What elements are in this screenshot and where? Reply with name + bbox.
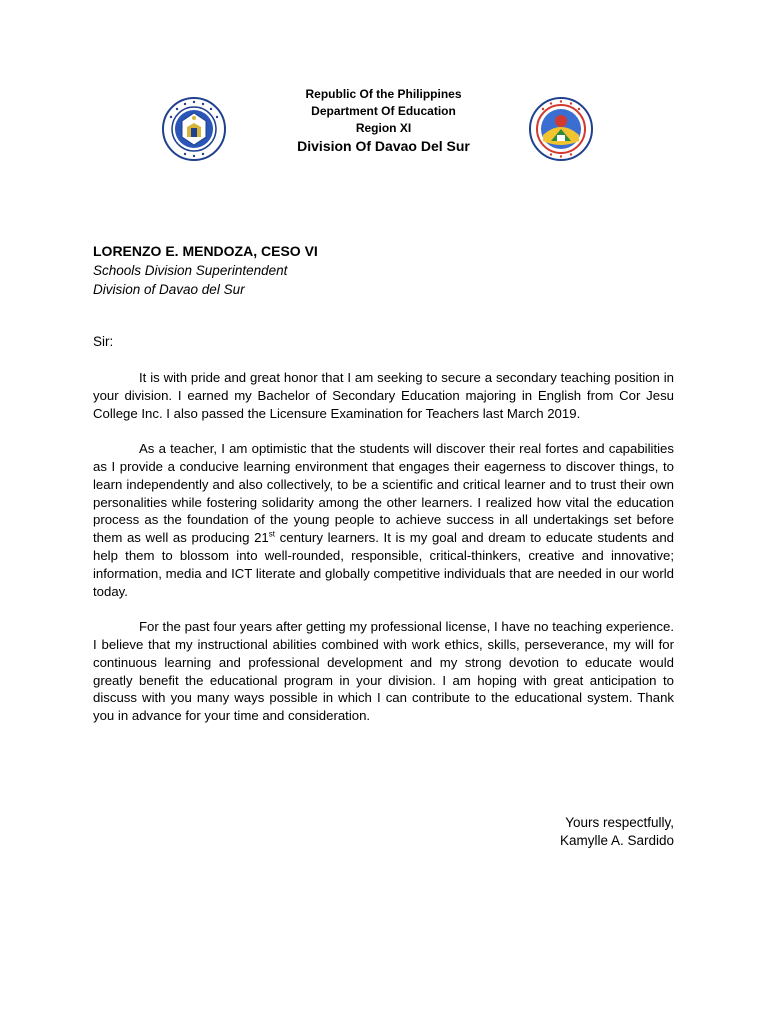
valediction: Yours respectfully, xyxy=(565,815,674,830)
addressee-name: LORENZO E. MENDOZA, CESO VI xyxy=(93,243,318,259)
letterhead-division: Division Of Davao Del Sur xyxy=(297,138,470,154)
addressee-office: Division of Davao del Sur xyxy=(93,282,245,297)
body-paragraph-2 xyxy=(93,440,674,600)
addressee-title: Schools Division Superintendent xyxy=(93,263,288,278)
letterhead-region: Region XI xyxy=(355,121,412,135)
letterhead-country: Republic Of the Philippines xyxy=(305,87,462,101)
letter-page xyxy=(93,0,674,1024)
salutation: Sir: xyxy=(93,334,114,349)
closing-block xyxy=(93,814,674,850)
letterhead-department: Department Of Education xyxy=(311,104,456,118)
body-paragraph-1: It is with pride and great honor that I am seeking to secure a secondary teaching position in your division. I earned my Bachelor of Secondary Education majoring in English from Cor Jesu College Inc. I also passed the Licensure Examination for Teachers last March 2019. xyxy=(93,370,674,421)
body-paragraph-3: For the past four years after getting my professional license, I have no teaching experience. I believe that my instructional abilities combined with work ethics, skills, perseverance, my will for continuous learning and professional development and my strong devotion to educate would greatly benefit the educational program in your division. I am hoping with great anticipation to discuss with you many ways possible in which I can contribute to the educational system. Thank you in advance for your time and consideration. xyxy=(93,619,674,724)
addressee-block xyxy=(93,242,674,299)
letterhead xyxy=(93,86,674,156)
letter-body xyxy=(93,369,674,743)
ordinal-suffix: st xyxy=(268,529,276,539)
body-paragraph-2-part-1: As a teacher, I am optimistic that the students will discover their real fortes and capabilities as I provide a conducive learning environment that engages their eagerness to discover things, to learn independently and also collectively, to be a scientific and critical learner and to trust their own personalities while fostering solidarity among the other learners. I realized how vital the education process as the foundation of the young people to achieve success in all undertakings set before them as well as producing 21 xyxy=(93,441,674,546)
body-paragraph-2-part-2: century learners. It is my goal and dream to educate students and help them to blossom into well-rounded, responsible, critical-thinkers, creative and innovative; information, media and ICT literate and globally competitive individuals that are needed in our world today. xyxy=(93,530,674,599)
signatory-name: Kamylle A. Sardido xyxy=(559,833,674,848)
